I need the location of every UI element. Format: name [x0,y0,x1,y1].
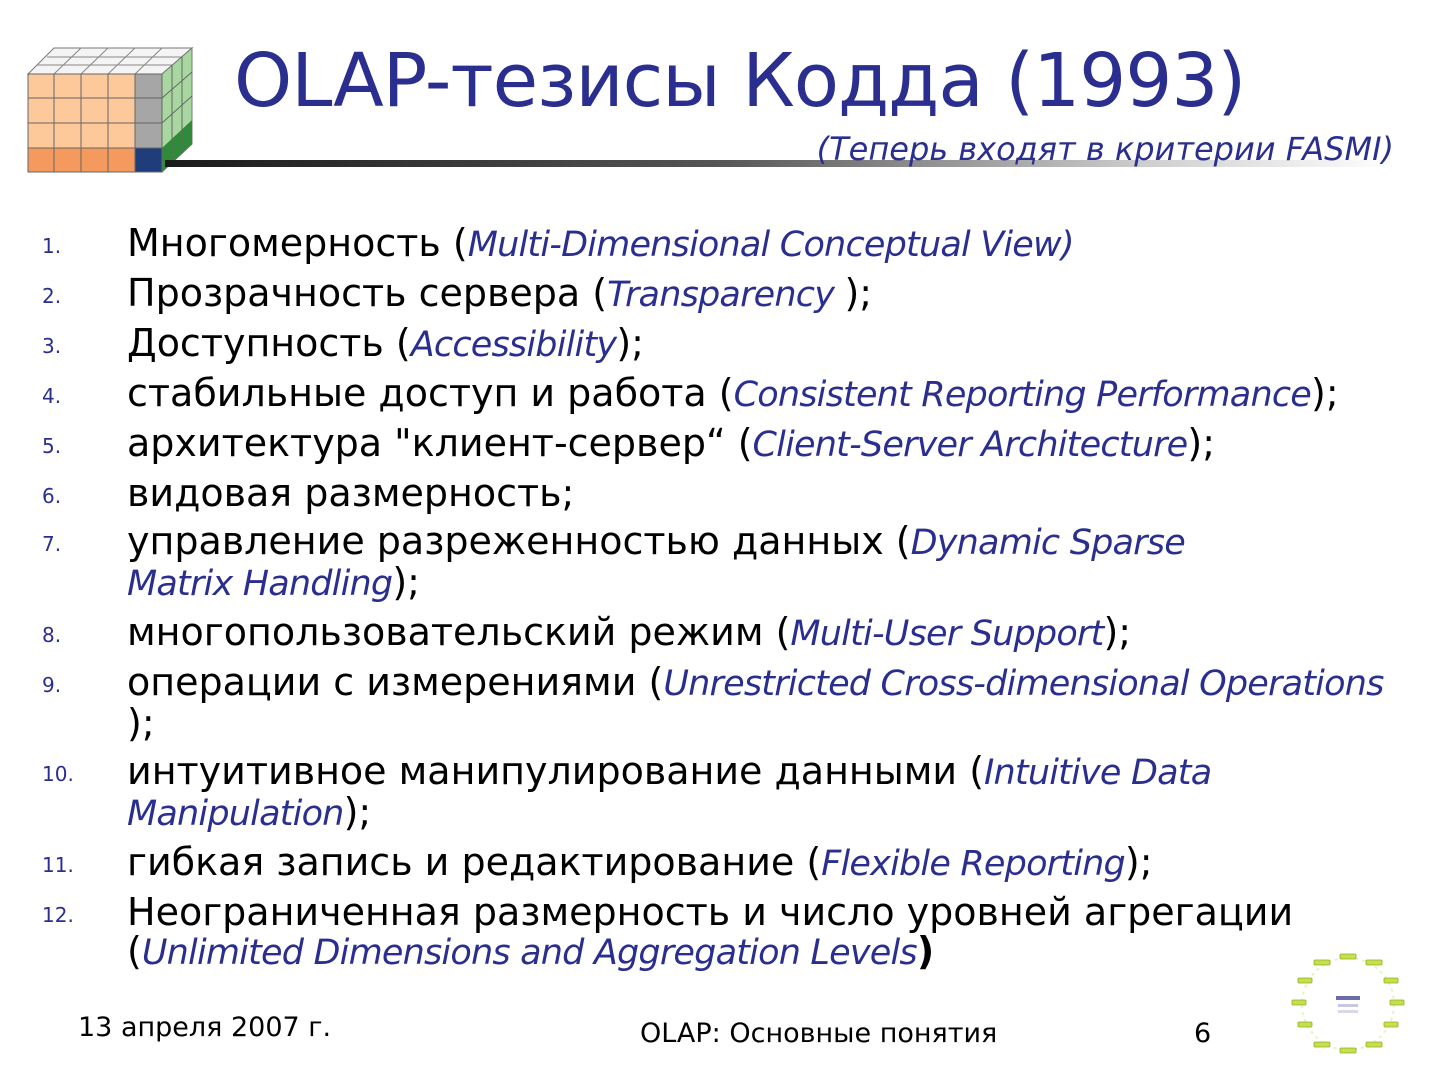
item-number: 12. [42,903,74,927]
item-number: 3. [42,334,62,358]
slide-title: OLAP-тезисы Кодда (1993) [234,38,1246,124]
item-text-ru: Неограниченная размерность и число уровней агрегации ( [127,890,1294,973]
item-text-ru: Прозрачность сервера ( [127,271,608,315]
item-number: 10. [42,762,74,786]
item-text-ru: многопользовательский режим ( [127,610,791,654]
item-tail: ); [1311,371,1339,415]
item-tail: ); [127,701,155,745]
item-text-ru: стабильные доступ и работа ( [127,371,734,415]
item-text-en: Consistent Reporting Performance [733,375,1312,415]
item-number: 7. [42,532,62,556]
item-text-ru: операции с измерениями ( [127,660,664,704]
item-number: 9. [42,673,62,697]
item-text-en: Unrestricted Cross-dimensional Operations [663,664,1384,704]
list-item [0,271,1407,315]
item-tail: ) [1060,225,1074,265]
item-text-en: Dynamic Sparse Matrix Handling [127,523,1185,604]
olap-cube-logo [26,44,196,176]
list-item [0,890,1407,973]
item-tail: ); [343,790,372,834]
list-item [0,519,1217,604]
item-tail: ); [392,560,420,604]
item-text-en: Intuitive Data Manipulation [127,753,1212,834]
item-text-ru: Доступность ( [127,321,411,365]
item-number: 8. [42,623,62,647]
list-item [0,371,1407,415]
item-text-en: Unlimited Dimensions and Aggregation Levels [141,933,917,973]
item-text-ru: управление разреженностью данных ( [127,519,911,563]
item-text-ru: гибкая запись и редактирование ( [127,840,822,884]
list-item [0,660,1407,745]
list-item [0,421,1407,465]
item-text-ru: архитектура "клиент-сервер“ ( [127,421,753,465]
item-number: 1. [42,234,62,258]
item-tail: ); [844,271,873,315]
page-number: 6 [1194,1018,1212,1049]
item-number: 2. [42,284,62,308]
item-tail: ); [616,321,644,365]
item-tail: ) [916,929,935,973]
item-number: 6. [42,484,62,508]
codd-rules-list [0,221,1440,982]
list-item [0,471,1407,515]
ring-diagram-icon [1288,948,1408,1060]
list-item [0,610,1407,654]
footer-date: 13 апреля 2007 г. [78,1012,332,1043]
item-text-ru: интуитивное манипулирование данными ( [127,749,985,793]
list-item [0,749,1407,834]
item-text-en: Flexible Reporting [821,844,1125,884]
item-text-en: Accessibility [410,325,617,365]
item-text-en: Multi-Dimensional Conceptual View [467,225,1061,265]
list-item [0,321,1407,365]
item-tail: ); [1124,840,1153,884]
list-item [0,221,1407,265]
item-text-en: Transparency [607,275,845,315]
item-tail: ); [1103,610,1132,654]
slide-subtitle: (Теперь входят в критерии FASMI) [816,130,1394,168]
item-text-en: Client-Server Architecture [752,425,1188,465]
item-text-ru: Многомерность ( [127,221,468,265]
item-text-en: Multi-User Support [790,614,1104,654]
item-tail: ); [1187,421,1216,465]
footer-title: OLAP: Основные понятия [640,1018,998,1049]
list-item [0,840,1407,884]
item-text-ru: видовая размерность; [127,471,575,515]
item-number: 11. [42,853,74,877]
item-number: 5. [42,434,62,458]
item-number: 4. [42,384,62,408]
